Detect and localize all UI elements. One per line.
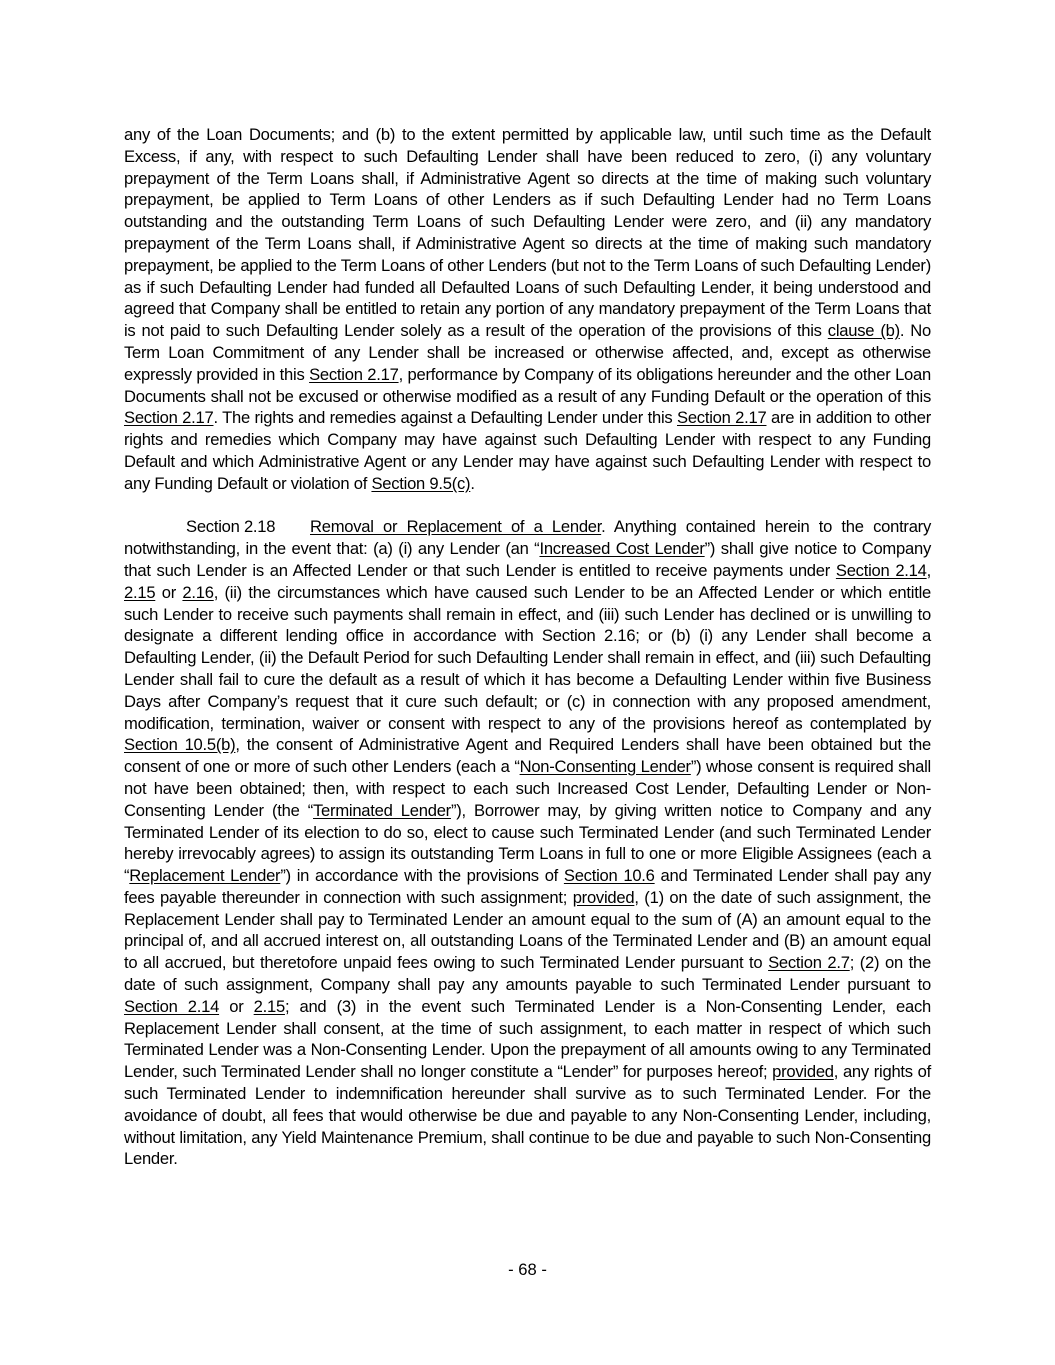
cross-reference: Section 9.5(c) <box>371 473 471 493</box>
cross-reference: clause (b) <box>827 321 900 341</box>
text-run: any of the Loan Documents; and (b) to the extent permitted by applicable law, until such time as the Default Excess, if any, with respect to such Defaulting Lender shall have been reduced to zero, (i) any voluntary prepayment of the Term Loans shall, if Administrative Agent so directs at the time of making such voluntary prepayment, be applied to Term Loans of other Lenders as if such Defaulting Lender had no Term Loans outstanding and the outstanding Term Loans of such Defaulting Lender were zero, and (ii) any mandatory prepayment of the Term Loans shall, if Administrative Agent so directs at the time of making such mandatory prepayment, be applied to the Term Loans of other Lenders (but not to the Term Loans of such Defaulting Lender) as if such Defaulting Lender had funded all Defaulted Loans of such Defaulting Lender, it being understood and agreed that Company shall be entitled to retain any portion of any mandatory prepayment of the Term Loans that is not paid to such Defaulting Lender solely as a result of the operation of the provisions of this <box>124 125 931 341</box>
text-run: or <box>219 996 254 1016</box>
defined-term: Increased Cost Lender <box>539 539 705 559</box>
text-run: , the consent of Administrative Agent and Required Lenders shall have been obtained but the consent of one or more of such other Lenders (each a “ <box>124 735 931 777</box>
section-heading: Removal or Replacement of a Lender <box>310 517 602 537</box>
cross-reference: Section 10.5(b) <box>124 735 236 755</box>
text-run: ; and (3) in the event such Terminated Lender is a Non-Consenting Lender, each Replacement Lender shall consent, at the time of such assignment, to each matter in respect of which such Terminated Lender was a Non-Consenting Lender. Upon the prepayment of all amounts owing to any Terminated Lender, such Terminated Lender shall no longer constitute a “Lender” for purposes hereof; <box>124 996 931 1082</box>
text-run: , (ii) the circumstances which have caused such Lender to be an Affected Lender or which entitle such Lender to receive such payments shall remain in effect, and (iii) such Lender has declined or is unwilling to designate a different lending office in accordance with Section 2.16; or (b) (i) any Lender shall become a Defaulting Lender, (ii) the Default Period for such Defaulting Lender shall remain in effect, and (iii) such Defaulting Lender shall fail to cure the default as a result of which it has become a Defaulting Lender within five Business Days after Company’s request that it cure such default; or (c) in connection with any proposed amendment, modification, termination, waiver or consent with respect to any of the provisions hereof as contemplated by <box>124 582 931 733</box>
text-run: , <box>926 560 932 580</box>
text-run: ”) in accordance with the provisions of <box>280 866 564 886</box>
cross-reference: Section 2.17 <box>124 408 214 428</box>
text-run: . Anything contained herein to the contrary notwithstanding, in the event that: (a) (i) any Lender (an “ <box>124 517 932 559</box>
text-run: , performance by Company of its obligations hereunder and the other Loan Documents shall not be excused or otherwise modified as a result of any Funding Default or the operation of this <box>124 364 931 406</box>
text-run: ”), Borrower may, by giving written notice to Company and any Terminated Lender of its election to do so, elect to cause such Terminated Lender (and such Terminated Lender hereby irrevocably agrees) to assign its outstanding Term Loans in full to one or more Eligible Assignees (each a “ <box>124 800 931 886</box>
text-run: or <box>155 582 183 602</box>
text-run: ; (2) on the date of such assignment, Company shall pay any amounts payable to such Terminated Lender pursuant to <box>124 953 931 995</box>
cross-reference: Section 2.14 <box>835 560 927 580</box>
text-run: , any rights of such Terminated Lender to indemnification hereunder shall survive as to such Terminated Lender. For the avoidance of doubt, all fees that would otherwise be due and payable to any Non-Consenting Lender, including, without limitation, any Yield Maintenance Premium, shall continue to be due and payable to such Non-Consenting Lender. <box>124 1062 931 1169</box>
section-number: Section 2.18 <box>186 517 276 537</box>
text-run: are in addition to other rights and remedies which Company may have against such Defaulting Lender with respect to any Funding Default and which Administrative Agent or any Lender may have against such Defaulting Lender with respect to any Funding Default or violation of <box>124 408 931 493</box>
defined-term: Terminated Lender <box>313 800 451 820</box>
text-run: and Terminated Lender shall pay any fees payable thereunder in connection with such assignment; <box>124 866 931 907</box>
text-run: , (1) on the date of such assignment, the Replacement Lender shall pay to Terminated Lender an amount equal to the sum of (A) an amount equal to the principal of, and all accrued interest on, all outstanding Loans of the Terminated Lender and (B) an amount equal to all accrued, but theretofore unpaid fees owing to such Terminated Lender pursuant to <box>124 887 931 973</box>
text-run: . No Term Loan Commitment of any Lender shall be increased or otherwise affected, and, except as otherwise expressly provided in this <box>124 321 931 384</box>
cross-reference: Section 2.17 <box>677 408 767 428</box>
cross-reference: 2.15 <box>253 996 285 1016</box>
defined-term: Replacement Lender <box>129 866 281 886</box>
cross-reference: Section 2.17 <box>309 364 399 384</box>
proviso-term: provided <box>572 887 635 907</box>
page-number: - 68 - <box>508 1260 547 1279</box>
cross-reference: 2.16 <box>182 582 214 602</box>
body-text <box>124 124 931 1170</box>
cross-reference: Section 10.6 <box>563 866 655 886</box>
paragraph-section-2-18 <box>124 516 931 1170</box>
text-run: ”) whose consent is required shall not have been obtained; then, with respect to each such Increased Cost Lender, Defaulting Lender or Non-Consenting Lender (the “ <box>124 757 931 820</box>
text-run: . <box>470 473 475 493</box>
cross-reference: Section 2.7 <box>768 953 850 973</box>
cross-reference: 2.15 <box>124 582 156 602</box>
proviso-term: provided <box>772 1062 834 1082</box>
defined-term: Non-Consenting Lender <box>519 757 691 777</box>
text-run: . The rights and remedies against a Defaulting Lender under this <box>213 408 677 428</box>
cross-reference: Section 2.14 <box>124 996 220 1016</box>
text-run: ”) shall give notice to Company that such Lender is an Affected Lender or that such Lender is entitled to receive payments under <box>124 539 931 580</box>
paragraph-section-2-17-continued <box>124 124 931 495</box>
